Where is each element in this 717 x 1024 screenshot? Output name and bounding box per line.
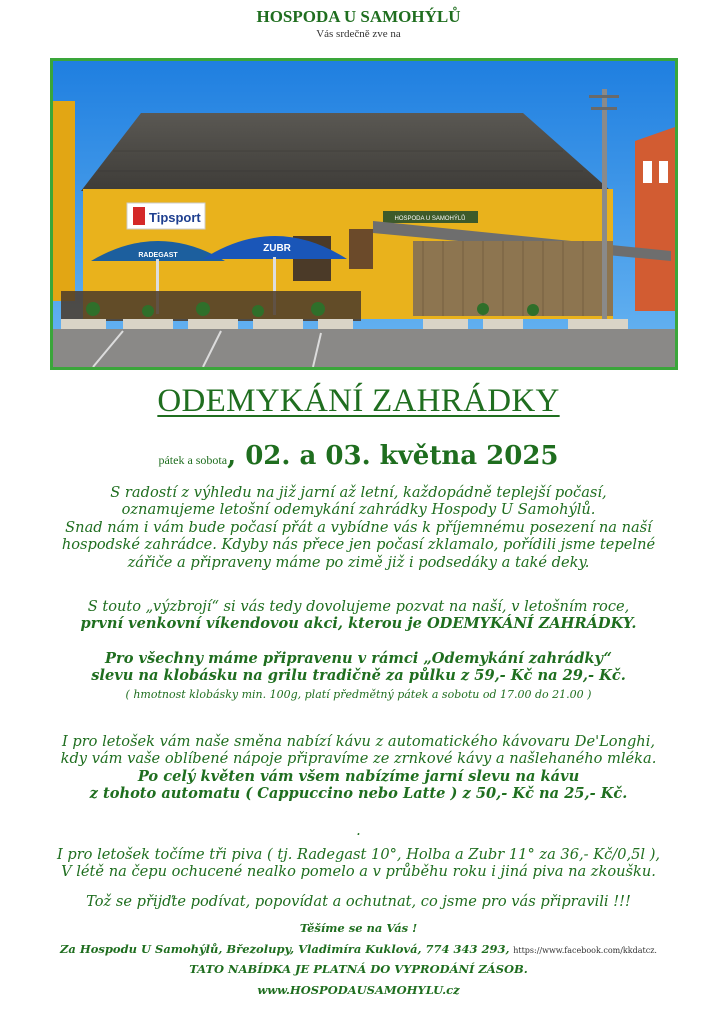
intro-paragraph	[0, 484, 717, 571]
date-main: , 02. a 03. května 2025	[227, 441, 559, 471]
invite-line-bold: první venkovní víkendovou akci, kterou je ODEMYKÁNÍ ZAHRÁDKY.	[80, 615, 637, 633]
intro-line: Snad nám i vám bude počasí přát a vybídne vás k příjemnému posezení na naší	[65, 518, 652, 536]
facebook-link[interactable]: https://www.facebook.com/kkdatcz.	[513, 946, 657, 955]
intro-line: hospodské zahrádce. Kdyby nás přece jen počasí zklamalo, pořídili jsme tepelné	[61, 536, 656, 554]
roof	[81, 113, 611, 191]
pub-photo	[50, 58, 678, 370]
greeting: Těšíme se na Vás !	[299, 921, 418, 935]
venue-title: HOSPODA U SAMOHÝLŮ	[256, 7, 461, 26]
signature: Za Hospodu U Samohýlů, Březolupy, Vladimíra Kuklová, 774 343 293,	[60, 942, 510, 956]
sausage-line: slevu na klobásku na grilu tradičně za půlku z 59,- Kč na 29,- Kč.	[91, 667, 626, 685]
intro-line: oznamujeme letošní odemykání zahrádky Hospody U Samohýlů.	[121, 501, 596, 519]
coffee-line-bold: z tohoto automatu ( Cappuccino nebo Latte ) z 50,- Kč na 25,- Kč.	[89, 785, 628, 803]
closing-line: Tož se přijďte podívat, popovídat a ochutnat, co jsme pro vás připravili !!!	[86, 893, 631, 910]
validity-note: TATO NABÍDKA JE PLATNÁ DO VYPRODÁNÍ ZÁSOB.	[189, 962, 528, 976]
sausage-offer	[0, 650, 717, 685]
intro-line: zářiče a připraveny máme po zimě již i podsedáky a také deky.	[127, 553, 590, 571]
parking-lot	[53, 329, 675, 367]
invite-paragraph	[0, 598, 717, 633]
sausage-line: Pro všechny máme připravenu v rámci „Odemykání zahrádky“	[105, 650, 612, 667]
intro-line: S radostí z výhledu na již jarní až letní, každopádně teplejší počasí,	[110, 484, 607, 501]
date-lead: pátek a sobota	[158, 453, 228, 467]
coffee-line: kdy vám vaše oblíbené nápoje připravíme ze zrnkové kávy a našlehaného mléka.	[60, 750, 657, 768]
umbrella-left-label: RADEGAST	[138, 252, 178, 259]
left-yellow-building	[53, 101, 75, 301]
invite-subtitle: Vás srdečně zve na	[316, 28, 401, 40]
website-link[interactable]: www.HOSPODAUSAMOHYLU.cz	[257, 983, 460, 997]
beer-line: V létě na čepu ochucené nealko pomelo a v průběhu roku i jiná piva na zkoušku.	[61, 863, 656, 881]
beer-offer	[0, 846, 717, 881]
separator-dot: .	[356, 822, 361, 839]
invite-line: S touto „výzbrojí“ si vás tedy dovolujeme pozvat na naší, v letošním roce,	[87, 598, 630, 615]
umbrella-right-label: ZUBR	[263, 243, 291, 254]
hospoda-sign: HOSPODA U SAMOHÝLŮ	[394, 216, 466, 222]
event-date	[0, 441, 717, 471]
signature-line	[0, 942, 717, 956]
sausage-note: ( hmotnost klobásky min. 100g, platí předmětný pátek a sobotu od 17.00 do 21.00 )	[125, 688, 592, 701]
coffee-line-bold: Po celý květen vám všem nabízíme jarní slevu na kávu	[137, 767, 580, 785]
tipsport-sign: Tipsport	[149, 210, 201, 225]
event-heading: ODEMYKÁNÍ ZAHRÁDKY	[157, 383, 560, 419]
coffee-line: I pro letošek vám naše směna nabízí kávu z automatického kávovaru De'Longhi,	[61, 733, 656, 750]
right-house	[635, 127, 675, 311]
beer-line: I pro letošek točíme tři piva ( tj. Radegast 10°, Holba a Zubr 11° za 36,- Kč/0,5l ),	[56, 846, 661, 863]
coffee-offer	[0, 733, 717, 803]
